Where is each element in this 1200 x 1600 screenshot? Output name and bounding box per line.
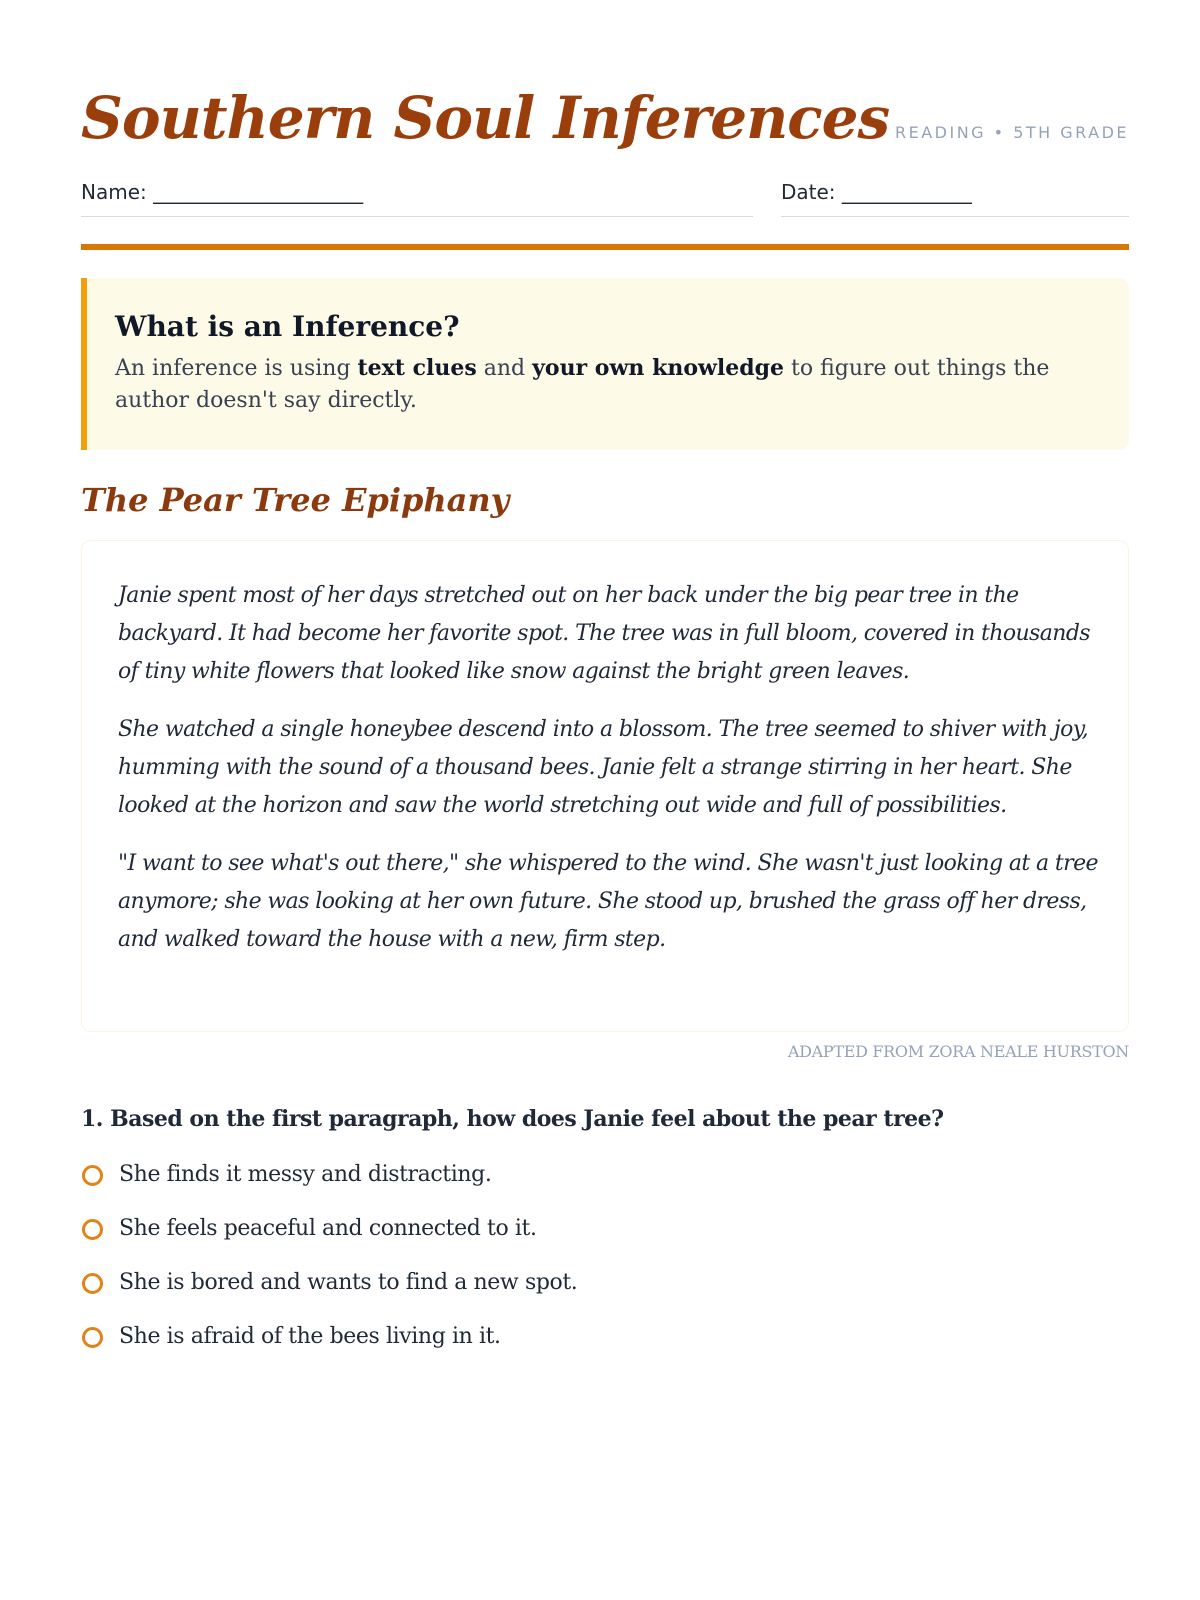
worksheet-page [81,0,1129,1349]
inference-definition-box [81,278,1129,450]
option-label: She feels peaceful and connected to it. [119,1216,537,1241]
info-box-title: What is an Inference? [115,310,460,343]
story-attribution: ADAPTED FROM ZORA NEALE HURSTON [787,1042,1129,1061]
name-field[interactable]: Name: _____________________ [81,174,753,217]
story-title: The Pear Tree Epiphany [81,481,510,519]
info-text-part-1: An inference is using [115,356,358,381]
story-paragraph-3: "I want to see what's out there," she whispered to the wind. She wasn't just looking at a tree anymore; she was looking at her own future. She stood up, brushed the grass off her dress, and walked toward the house with a new, firm step. [118,851,1098,952]
worksheet-header [81,0,1129,170]
option-c[interactable] [81,1264,577,1302]
info-text-part-3: to figure out things the author doesn't say directly. [115,356,1050,413]
radio-circle-icon[interactable] [82,1273,103,1294]
option-label: She is afraid of the bees living in it. [119,1324,501,1349]
info-box-text [115,352,1099,417]
radio-circle-icon[interactable] [82,1165,103,1186]
option-a[interactable] [81,1156,577,1194]
question-1-prompt: 1. Based on the first paragraph, how does Janie feel about the pear tree? [81,1106,944,1132]
question-1-options [81,1156,577,1372]
option-d[interactable] [81,1318,577,1356]
student-fields [81,174,1129,218]
info-bold-own-knowledge: your own knowledge [532,355,785,381]
radio-circle-icon[interactable] [82,1219,103,1240]
header-divider [81,244,1129,250]
story-paragraph-2: She watched a single honeybee descend into a blossom. The tree seemed to shiver with joy, humming with the sound of a thousand bees. Janie felt a strange stirring in her heart. She looked at the horizon and saw the world stretching out wide and full of possibilities. [118,717,1089,818]
date-field[interactable]: Date: _____________ [781,174,1129,217]
option-b[interactable] [81,1210,577,1248]
subject-grade-label: READING • 5TH GRADE [895,123,1129,142]
worksheet-title: Southern Soul Inferences [81,84,890,152]
option-label: She is bored and wants to find a new spot. [119,1270,578,1295]
story-passage [81,540,1129,1032]
info-text-part-2: and [476,356,533,381]
option-label: She finds it messy and distracting. [119,1162,492,1187]
story-paragraph-1: Janie spent most of her days stretched out on her back under the big pear tree in the backyard. It had become her favorite spot. The tree was in full bloom, covered in thousands of tiny white flowers that looked like snow against the bright green leaves. [118,583,1090,684]
radio-circle-icon[interactable] [82,1327,103,1348]
info-bold-text-clues: text clues [357,355,477,381]
